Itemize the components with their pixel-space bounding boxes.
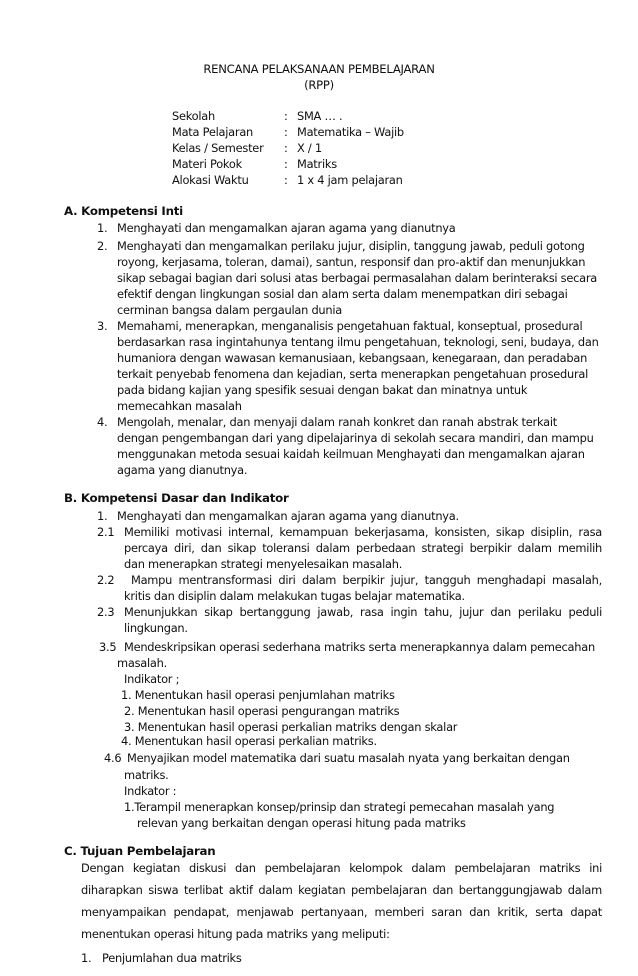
identity-value-mapel: Matematika – Wajib <box>297 125 404 139</box>
list-number: 3. <box>97 319 108 333</box>
indicator-item: 3. Menentukan hasil operasi perkalian matriks dengan skalar <box>124 720 458 734</box>
kd-text: Menunjukkan sikap bertanggung jawab, rasa ingin tahu, jujur dan perilaku peduli <box>124 605 602 619</box>
kd-text: Memiliki motivasi internal, kemampuan bekerjasama, konsisten, sikap disiplin, rasa <box>124 525 602 539</box>
ki-item-text: sikap sebagai bagian dari solusi atas berbagai permasalahan dalam berinteraksi secara <box>117 271 598 285</box>
kd-text: Mendeskripsikan operasi sederhana matriks serta menerapkannya dalam pemecahan <box>124 640 595 654</box>
ki-item-text: humaniora dengan wawasan kemanusiaan, kebangsaan, kenegaraan, dan peradaban <box>117 351 588 365</box>
ki-item-text: agama yang dianutnya. <box>117 463 248 477</box>
document-subtitle: (RPP) <box>304 78 334 92</box>
identity-value-kelas: X / 1 <box>297 141 322 155</box>
indicator-item: 1.Terampil menerapkan konsep/prinsip dan strategi pemecahan masalah yang <box>124 800 555 814</box>
indicator-item: 4. Menentukan hasil operasi perkalian matriks. <box>121 734 377 748</box>
ki-item-text: berdasarkan rasa ingintahunya tentang ilmu pengetahuan, teknologi, seni, budaya, dan <box>117 335 599 349</box>
objective-item: Penjumlahan dua matriks <box>102 951 242 965</box>
kd-text: masalah. <box>117 656 167 670</box>
ki-item-text: royong, kerjasama, toleran, damai), santun, responsif dan pro-aktif dan menunjukkan <box>117 255 586 269</box>
paragraph-line: diharapkan siswa terlibat aktif dalam kegiatan pembelajaran dan bertanggungjawab dalam <box>81 883 602 897</box>
list-number: 2.1 <box>97 525 115 539</box>
section-a-heading: A. Kompetensi Inti <box>64 204 183 218</box>
identity-value-waktu: 1 x 4 jam pelajaran <box>297 173 403 187</box>
identity-label-materi: Materi Pokok <box>172 157 242 171</box>
list-number: 1. <box>81 951 92 965</box>
identity-colon: : <box>284 141 288 155</box>
identity-colon: : <box>284 173 288 187</box>
list-number: 3.5 <box>99 640 117 654</box>
kd-text: Menghayati dan mengamalkan ajaran agama yang dianutnya. <box>117 509 459 523</box>
kd-text: Mampu mentransformasi diri dalam berpikir jujur, tangguh menghadapi masalah, <box>131 573 602 587</box>
kd-text: percaya diri, dan sikap toleransi dalam perbedaan strategi berpikir dalam memilih <box>124 541 602 555</box>
identity-label-waktu: Alokasi Waktu <box>172 173 249 187</box>
list-number: 1. <box>97 221 108 235</box>
identity-colon: : <box>284 109 288 123</box>
kd-text: kritis dan disiplin dalam melakukan tugas belajar matematika. <box>124 589 465 603</box>
kd-text: matriks. <box>124 768 169 782</box>
ki-item-text: menggunakan metoda sesuai kaidah keilmuan Menghayati dan mengamalkan ajaran <box>117 447 585 461</box>
list-number: 4.6 <box>104 751 122 765</box>
paragraph-line: Dengan kegiatan diskusi dan pembelajaran kelompok dalam pembelajaran matriks ini <box>81 861 602 875</box>
paragraph-line: menyampaikan pendapat, menjawab pertanyaan, memberi saran dan kritik, serta dapat <box>81 905 602 919</box>
identity-label-sekolah: Sekolah <box>172 109 216 123</box>
ki-item-text: terkait penyebab fenomena dan kejadian, serta menerapkan pengetahuan prosedural <box>117 367 589 381</box>
section-c-heading: C. Tujuan Pembelajaran <box>64 844 216 858</box>
indicator-item: relevan yang berkaitan dengan operasi hitung pada matriks <box>137 816 466 830</box>
section-b-heading: B. Kompetensi Dasar dan Indikator <box>64 491 289 505</box>
identity-value-materi: Matriks <box>297 157 337 171</box>
paragraph-line: menentukan operasi hitung pada matriks yang meliputi: <box>81 927 390 941</box>
ki-item-text: memecahkan masalah <box>117 399 242 413</box>
indicator-label: Indikator ; <box>124 672 180 686</box>
ki-item-text: efektif dengan lingkungan sosial dan alam serta dalam menempatkan diri sebagai <box>117 287 568 301</box>
indicator-label: Indkator : <box>124 784 177 798</box>
indicator-item: 2. Menentukan hasil operasi pengurangan matriks <box>124 704 400 718</box>
kd-text: dan menerapkan strategi menyelesaikan masalah. <box>124 557 403 571</box>
ki-item-text: Mengolah, menalar, dan menyaji dalam ranah konkret dan ranah abstrak terkait <box>117 415 557 429</box>
list-number: 2. <box>97 239 108 253</box>
ki-item-text: cerminan bangsa dalam pergaulan dunia <box>117 303 343 317</box>
identity-value-sekolah: SMA … . <box>297 109 343 123</box>
indicator-item: 1. Menentukan hasil operasi penjumlahan matriks <box>121 688 395 702</box>
identity-label-mapel: Mata Pelajaran <box>172 125 254 139</box>
list-number: 1. <box>97 509 108 523</box>
identity-colon: : <box>284 157 288 171</box>
identity-colon: : <box>284 125 288 139</box>
list-number: 2.2 <box>97 573 115 587</box>
list-number: 2.3 <box>97 605 115 619</box>
ki-item-text: Menghayati dan mengamalkan ajaran agama yang dianutnya <box>117 221 456 235</box>
ki-item-text: pada bidang kajian yang spesifik sesuai dengan bakat dan minatnya untuk <box>117 383 528 397</box>
kd-text: lingkungan. <box>124 621 188 635</box>
list-number: 4. <box>97 415 108 429</box>
ki-item-text: dengan pengembangan dari yang dipelajarinya di sekolah secara mandiri, dan mampu <box>117 431 594 445</box>
document-title: RENCANA PELAKSANAAN PEMBELAJARAN <box>203 62 435 76</box>
ki-item-text: Memahami, menerapkan, menganalisis pengetahuan faktual, konseptual, prosedural <box>117 319 583 333</box>
kd-text: Menyajikan model matematika dari suatu masalah nyata yang berkaitan dengan <box>127 751 570 765</box>
ki-item-text: Menghayati dan mengamalkan perilaku jujur, disiplin, tanggung jawab, peduli gotong <box>117 239 585 253</box>
identity-label-kelas: Kelas / Semester <box>172 141 264 155</box>
